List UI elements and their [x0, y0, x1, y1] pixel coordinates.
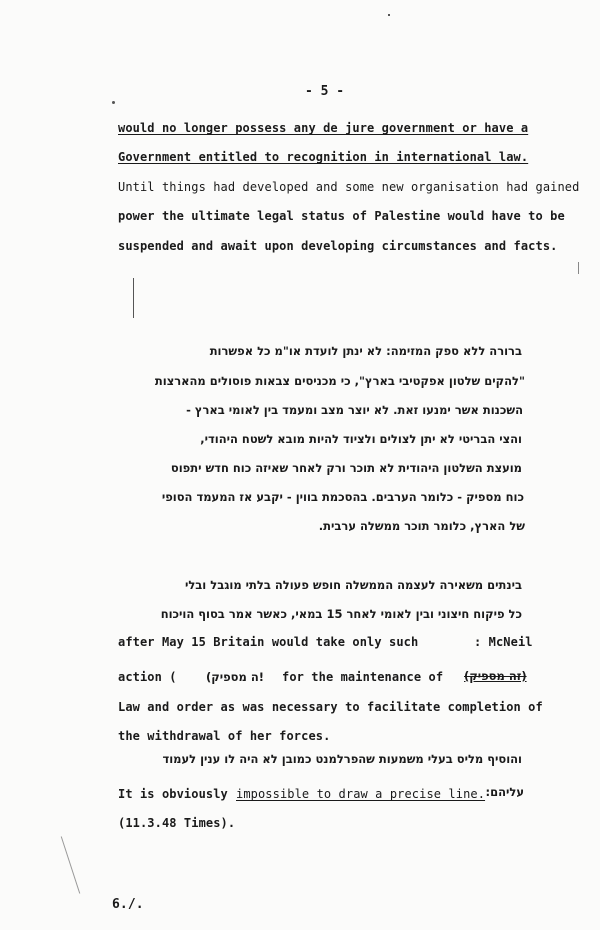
english-line-9: the withdrawal of her forces. — [118, 729, 331, 743]
hebrew-line-2: "להקים שלטון אפקטיבי בארץ", כי מכניסים צבאות פוסולים מהארצות — [154, 374, 525, 388]
hebrew-line-9: כל פיקוח חיצוני ובין לאומי לאחר 15 במאי, כאשר אמר בסוף הויכוח — [160, 607, 522, 621]
english-line-11: (11.3.48 Times). — [118, 816, 236, 830]
hebrew-line-7: של הארץ, כלומר תוכר ממשלה ערבית. — [318, 519, 525, 533]
english-line-7-pre: action ( — [118, 670, 177, 684]
page-continuation: 6./. — [112, 897, 144, 912]
hebrew-line-1: ברורה ללא ספק המזימה: לא ינתן לועדת או"מ כל אפשרות — [209, 344, 522, 358]
english-line-3: Until things had developed and some new organisation had gained — [118, 180, 580, 194]
hebrew-line-4: והצי הבריטי לא יתן לצולים ולציוד להיות מובא לשטח היהודי, — [200, 432, 522, 446]
scan-mark-right — [578, 262, 579, 274]
hebrew-struck-note: (זה מספיק) — [464, 669, 527, 683]
english-line-7-post: for the maintenance of — [282, 670, 444, 684]
scan-mark-dot — [112, 101, 115, 104]
hebrew-line-6: כוח מספיק - כלומר הערבים. בהסכמת בווין - יקבע אז המעמד הסופי — [161, 490, 524, 504]
english-line-8: Law and order as was necessary to facilitate completion of — [118, 700, 543, 714]
scan-mark-margin — [61, 836, 80, 893]
hebrew-line-3: השכנות אשר ימנעו זאת. לא יוצר מצב ומעמד בין לאומי בארץ - — [186, 403, 523, 417]
speaker-name: : McNeil — [474, 635, 533, 649]
english-line-5: suspended and await upon developing circumstances and facts. — [118, 239, 558, 253]
page-number: - 5 - — [305, 84, 345, 99]
english-line-6: after May 15 Britain would take only such — [118, 635, 419, 649]
scan-mark-top — [388, 14, 390, 16]
english-line-10-underlined: impossible to draw a precise line. — [236, 787, 486, 801]
scan-mark-left — [133, 278, 134, 318]
hebrew-line-10: והוסיף מליס בעלי משמעות שהפרלמנט כמובן לא היה לו ענין לעמוד — [162, 752, 522, 766]
english-line-10-pre: It is obviously — [118, 787, 228, 801]
hebrew-inline-note: !ה מספיק) — [206, 670, 264, 684]
english-line-1: would no longer possess any de jure government or have a — [118, 121, 529, 135]
hebrew-line-8: בינתים משאירה לעצמה הממשלה חופש פעולה בלתי מוגבל ובלי — [184, 578, 522, 592]
hebrew-inline-end: עליהם: — [485, 785, 524, 799]
english-line-4: power the ultimate legal status of Palestine would have to be — [118, 209, 565, 223]
english-line-2: Government entitled to recognition in international law. — [118, 150, 529, 164]
hebrew-line-5: מועצת השלטון היהודית לא תוכר ורק לאחר שאיזה כוח חדש יתפוס — [170, 461, 522, 475]
